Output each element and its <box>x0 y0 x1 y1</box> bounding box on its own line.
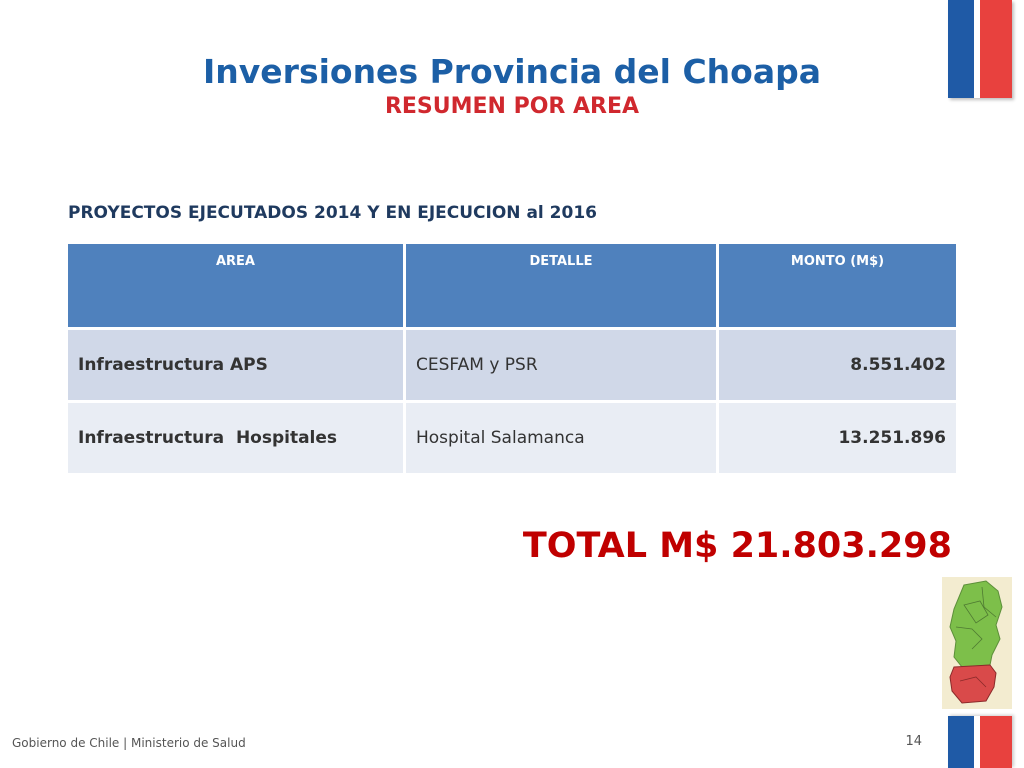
cell-amount: 8.551.402 <box>718 329 957 402</box>
region-map-graphic <box>942 577 1012 709</box>
page-number: 14 <box>905 734 922 749</box>
footer-text: Gobierno de Chile | Ministerio de Salud <box>12 736 246 750</box>
cell-area: Infraestructura Hospitales <box>68 402 405 474</box>
chile-flag-icon <box>948 716 1012 768</box>
table-row <box>68 402 956 474</box>
column-header-amount: MONTO (M$) <box>718 244 957 329</box>
section-heading: PROYECTOS EJECUTADOS 2014 Y EN EJECUCION al 2016 <box>68 203 597 223</box>
page-title: Inversiones Provincia del Choapa <box>203 52 821 91</box>
table-row <box>68 329 956 402</box>
column-header-detail: DETALLE <box>405 244 718 329</box>
investment-table <box>68 244 956 473</box>
cell-detail: Hospital Salamanca <box>405 402 718 474</box>
cell-area: Infraestructura APS <box>68 329 405 402</box>
region-map-icon <box>942 577 1012 709</box>
cell-detail: CESFAM y PSR <box>405 329 718 402</box>
column-header-area: AREA <box>68 244 405 329</box>
cell-amount: 13.251.896 <box>718 402 957 474</box>
page-subtitle: RESUMEN POR AREA <box>384 94 640 119</box>
total-amount: TOTAL M$ 21.803.298 <box>522 526 952 566</box>
table-header-row <box>68 244 956 329</box>
